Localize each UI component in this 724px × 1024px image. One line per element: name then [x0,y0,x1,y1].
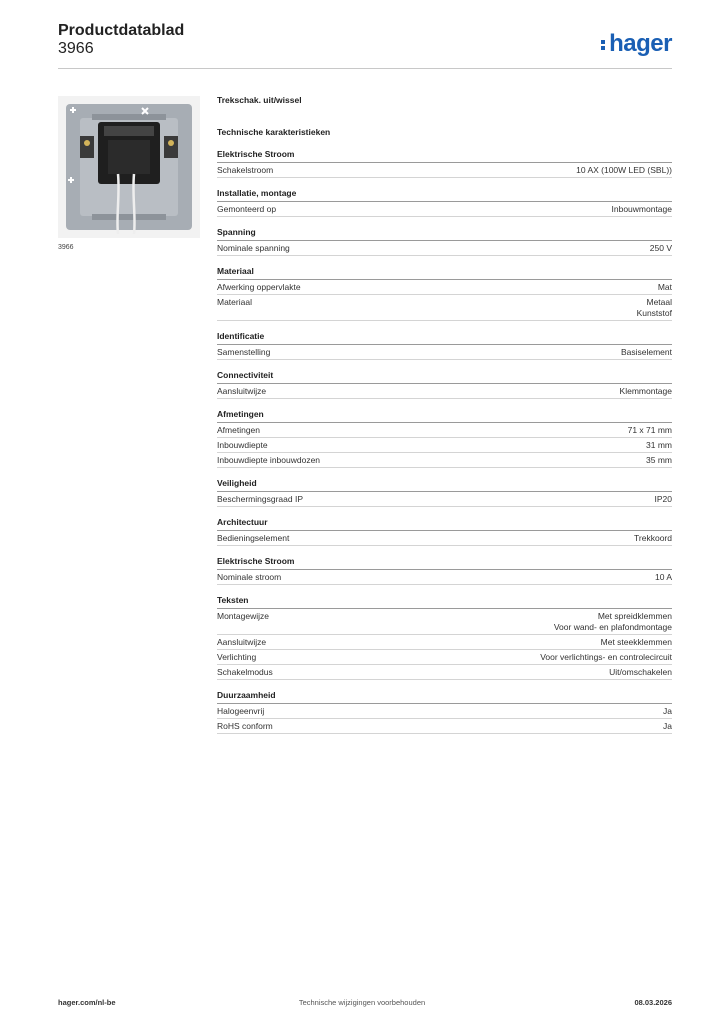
spec-section [217,517,672,546]
spec-value-line: 35 mm [646,454,672,465]
spec-row [217,202,672,217]
section-title: Elektrische Stroom [217,556,672,570]
product-image [58,96,200,238]
spec-section [217,556,672,585]
spec-sections [217,149,672,734]
spec-value-line: IP20 [654,493,672,504]
spec-label: Halogeenvrij [217,705,265,716]
spec-value [634,533,672,544]
spec-label: Afmetingen [217,424,260,435]
spec-value-line: Uit/omschakelen [609,666,672,677]
spec-value [650,243,672,254]
spec-value-line: Ja [663,720,672,731]
spec-label: Bedieningselement [217,532,290,543]
spec-label: Nominale spanning [217,242,290,253]
spec-value [663,706,672,717]
spec-value-line: Met steekklemmen [600,636,672,647]
section-title: Architectuur [217,517,672,531]
page-title: Productdatablad [58,22,185,39]
spec-value [646,455,672,466]
spec-section [217,188,672,217]
spec-row [217,384,672,399]
spec-value-line: 10 A [654,571,672,582]
section-title: Spanning [217,227,672,241]
spec-value [637,297,672,319]
spec-value-line: Ja [663,705,672,716]
footer-website[interactable]: hager.com/nl-be [58,998,116,1007]
logo-dots-icon [601,38,607,52]
section-title: Identificatie [217,331,672,345]
spec-row [217,665,672,680]
spec-label: Aansluitwijze [217,385,267,396]
spec-value [612,204,673,215]
spec-value [609,667,672,678]
spec-value [554,611,672,633]
spec-value-line: Trekkoord [634,532,672,543]
spec-label: Inbouwdiepte [217,439,268,450]
spec-row [217,280,672,295]
section-title: Installatie, montage [217,188,672,202]
spec-content [217,95,672,744]
spec-value-line: Klemmontage [619,385,672,396]
spec-label: Gemonteerd op [217,203,277,214]
spec-row [217,635,672,650]
spec-value [621,347,672,358]
spec-value-line: Voor verlichtings- en controlecircuit [540,651,672,662]
spec-value-line: Kunststof [636,307,672,318]
section-title: Connectiviteit [217,370,672,384]
spec-value-line: Met spreidklemmen [597,610,672,621]
spec-section [217,409,672,468]
spec-row [217,163,672,178]
spec-label: Verlichting [217,651,257,662]
spec-section [217,227,672,256]
spec-section [217,331,672,360]
spec-row [217,650,672,665]
footer-disclaimer: Technische wijzigingen voorbehouden [298,998,426,1007]
image-caption: 3966 [58,244,74,251]
spec-row [217,719,672,734]
spec-label: Materiaal [217,296,252,307]
spec-label: Schakelstroom [217,164,274,175]
spec-value-line: 250 V [649,242,672,253]
spec-row [217,345,672,360]
section-title: Elektrische Stroom [217,149,672,163]
header-divider [58,68,672,69]
spec-value [655,572,672,583]
tech-title: Technische karakteristieken [217,127,331,137]
section-title: Duurzaamheid [217,690,672,704]
spec-label: Samenstelling [217,346,271,357]
spec-row [217,438,672,453]
section-title: Veiligheid [217,478,672,492]
spec-value-line: Mat [657,281,672,292]
spec-value-line: Voor wand- en plafondmontage [553,621,672,632]
spec-value-line: 31 mm [646,439,672,450]
spec-value-line: Metaal [646,296,672,307]
spec-value [620,386,672,397]
hager-logo [601,30,672,58]
spec-section [217,266,672,321]
spec-label: Afwerking oppervlakte [217,281,301,292]
spec-row [217,570,672,585]
spec-label: Aansluitwijze [217,636,267,647]
spec-value-line: Inbouwmontage [611,203,672,214]
footer-date: 08.03.2026 [634,998,672,1007]
spec-label: Inbouwdiepte inbouwdozen [217,454,321,465]
section-title: Afmetingen [217,409,672,423]
spec-row [217,295,672,321]
spec-value [658,282,672,293]
product-name: Trekschak. uit/wissel [217,95,302,105]
spec-row [217,531,672,546]
spec-label: RoHS conform [217,720,273,731]
spec-value [655,494,673,505]
spec-value-line: 10 AX (100W LED (SBL)) [576,164,672,175]
spec-row [217,453,672,468]
spec-section [217,595,672,680]
spec-value [540,652,672,663]
spec-section [217,149,672,178]
switch-mechanism-icon [58,96,200,238]
spec-row [217,609,672,635]
section-title: Teksten [217,595,672,609]
spec-row [217,704,672,719]
spec-row [217,241,672,256]
spec-value [646,440,672,451]
spec-section [217,690,672,734]
spec-section [217,478,672,507]
spec-row [217,423,672,438]
section-title: Materiaal [217,266,672,280]
product-number: 3966 [58,40,94,57]
spec-value-line: Basiselement [620,346,672,357]
spec-section [217,370,672,399]
spec-label: Beschermingsgraad IP [217,493,303,504]
spec-value [601,637,672,648]
spec-label: Montagewijze [217,610,269,621]
spec-row [217,492,672,507]
spec-value-line: 71 x 71 mm [627,424,672,435]
spec-label: Nominale stroom [217,571,282,582]
spec-value [576,165,672,176]
spec-value [628,425,672,436]
spec-value [663,721,672,732]
spec-label: Schakelmodus [217,666,273,677]
logo-text: hager [609,30,672,57]
